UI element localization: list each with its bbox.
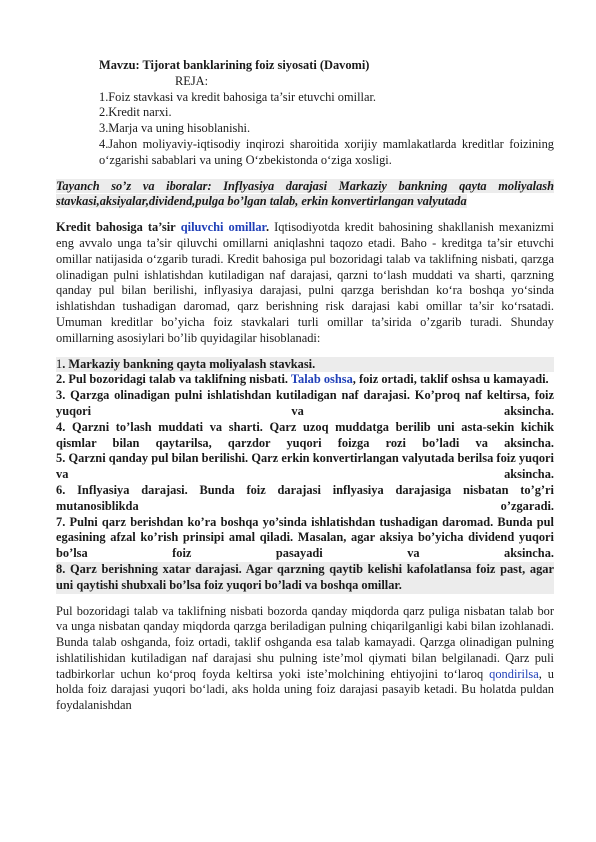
- intro-body: Iqtisodiyotda kredit bahosining shakllanish mexanizmi eng avvalo unga ta’sir qiluvchi omillarni aniqlashni taqozo etadi. Baho - kreditga ta’sir etuvchi omillar natijasida o‘zgarib turadi. Kredit bahosiga pul bozoridagi talab va taklifning nisbati, qarzga olinadigan pulni ishlatishdan kutiladigan naf darajasi, qarzni to‘lash muddati va sharti, qarzning qanday pul bilan berilishi, inflyasiya darajasi, pulni qarzga berishdan ko‘ra boshqa yo‘sinda ishlatishdan tushadigan daromad, qarz berishning risk darajasi kabi omillar ta’sir ko‘rsatadi. Umuman kreditlar bo’yicha foiz stavkalari turli omillar ta’sirida o’zgarib turadi. Shunday omillarning asosiylari bo’lib quyidagilar hisoblanadi:: [56, 220, 554, 345]
- factor-item: 6. Inflyasiya darajasi. Bunda foiz darajasi inflyasiya darajasiga nisbatan to’g’ri mutanosiblikda o’zgaradi.: [56, 482, 554, 513]
- topic-title: Mavzu: Tijorat banklarining foiz siyosati (Davomi): [99, 58, 370, 72]
- intro-paragraph: [56, 220, 554, 346]
- factor-item: [56, 357, 554, 373]
- factor-item: 4. Qarzni to’lash muddati va sharti. Qarz uzoq muddatga berilib uni asta-sekin kichik qismlar bilan qaytarilsa, qarzdor yuqori foizga rozi bo’ladi va aksincha.: [56, 419, 554, 450]
- factor-item: 7. Pulni qarz berishdan ko’ra boshqa yo’sinda ishlatishdan tushadigan daromad. Bunda pul egasining afzal ko’rish prinsipi amal qiladi. Masalan, agar aksiya bo’yicha dividend yuqori bo’lsa foiz pasayadi va aksincha.: [56, 514, 554, 561]
- factor-item: 8. Qarz berishning xatar darajasi. Agar qarzning qaytib kelishi kafolatlansa foiz past, agar uni qaytishi shubxali bo’lsa foiz yuqori bo’ladi va boshqa omillar.: [56, 561, 554, 592]
- plan-item: 2.Kredit narxi.: [99, 105, 172, 120]
- factor-item: 5. Qarzni qanday pul bilan berilishi. Qarz erkin konvertirlangan valyutada berilsa foiz yuqori va aksincha.: [56, 451, 554, 482]
- factors-list: [56, 357, 554, 594]
- plan-item: 1.Foiz stavkasi va kredit bahosiga ta’sir etuvchi omillar.: [99, 89, 377, 104]
- closing-paragraph: [56, 604, 554, 715]
- intro-lead: Kredit bahosiga ta’sir: [56, 220, 176, 235]
- factor-number: 1: [56, 356, 63, 371]
- factor-item: [56, 372, 554, 388]
- plan-item: 4.Jahon moliyaviy-iqtisodiy inqirozi sharoitida xorijiy mamlakatlarda kreditlar foizining o‘zgarishi sabablari va uning O‘zbekistonda o‘ziga xosligi.: [99, 136, 554, 167]
- plan-label: REJA:: [175, 73, 209, 88]
- factor-text: 2. Pul bozoridagi talab va taklifning nisbati.: [56, 372, 291, 387]
- factor-highlight: Talab oshsa: [290, 372, 353, 387]
- factor-text: , foiz ortadi, taklif oshsa u kamayadi.: [352, 372, 549, 387]
- factor-item: 3. Qarzga olinadigan pulni ishlatishdan kutiladigan naf darajasi. Ko’proq naf keltirsa, foiz yuqori va aksincha.: [56, 388, 554, 418]
- factor-text: . Markaziy bankning qayta moliyalash stavkasi.: [62, 356, 316, 371]
- keywords-paragraph: [56, 179, 554, 211]
- document-page: [56, 58, 554, 714]
- plan-item: 3.Marja va uning hisoblanishi.: [99, 121, 251, 136]
- closing-text: Pul bozoridagi talab va taklifning nisbati bozorda qanday miqdorda qarz puliga nisbatan talab bor va unga nisbatan qanday miqdorda qarzga beriladigan pulning chiqarilganligi kabi bilan izohlanadi. Bunda talab oshganda, foiz ortadi, taklif oshganda esa talab kamayadi. Qarzga olinadigan pulning ishlatilishidan kutiladigan naf darajasi shu pulning iste’mol qiymati bilan belgilanadi. Qarz puli tadbirkorlar uchun ko‘proq foyda keltirsa yoki iste’molchining ehtiyojini to‘laroq: [56, 603, 554, 681]
- intro-highlight: qiluvchi omillar: [180, 220, 266, 235]
- intro-dot: .: [265, 220, 270, 235]
- closing-text-end: , u holda foiz darajasi yuqori bo‘ladi, aks holda uning foiz darajasi pasayib ketadi. Bu holatda puldan foydalanishdan: [56, 666, 555, 713]
- keywords-text: Tayanch so’z va iboralar: Inflyasiya darajasi Markaziy bankning qayta moliyalash stavkasi,aksiyalar,dividend,pulga bo’lgan talab, erkin konvertirlangan valyutada: [56, 178, 554, 209]
- closing-highlight: qondirilsa: [489, 666, 539, 681]
- lecture-heading: [56, 58, 554, 169]
